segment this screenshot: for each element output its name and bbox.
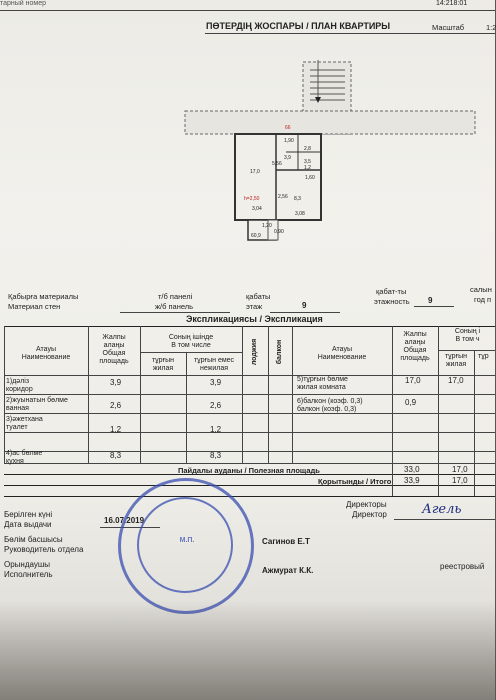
wall-value-kz: т/б панелі xyxy=(158,292,193,301)
wall-material-kz: Қабырға материалы xyxy=(8,292,79,301)
row-name: 6)балкон (коэф. 0,3) балкон (коэф. 0,3) xyxy=(297,398,363,413)
seal-text: М.П. xyxy=(179,537,195,544)
header-total2: Жалпы алаңы Общая площадь xyxy=(400,331,430,362)
seal-inner-ring xyxy=(137,497,233,593)
storeys-kz: қабат-ты xyxy=(376,287,407,296)
header-incl2: Соның і В том ч xyxy=(454,328,481,343)
plan-dim-13: 3,08 xyxy=(295,211,305,217)
official-seal xyxy=(118,478,254,614)
plan-dim-5: 5,56 xyxy=(272,161,282,167)
year-kz: салын xyxy=(470,285,492,294)
page-title: ПӨТЕРДІҢ ЖОСПАРЫ / ПЛАН КВАРТИРЫ xyxy=(206,21,391,31)
useful-area-living: 17,0 xyxy=(452,465,468,474)
useful-area-label: Пайдалы ауданы / Полезная площадь xyxy=(178,466,320,475)
row-total: 1,2 xyxy=(110,425,122,434)
explication-title: Экспликациясы / Экспликация xyxy=(186,314,323,324)
header-balcony: балкон xyxy=(276,339,283,365)
table-top-rule xyxy=(4,326,495,327)
header-loggia: лоджия xyxy=(251,338,258,366)
header-total: Жалпы алаңы Общая площадь xyxy=(99,334,129,365)
plan-dim-14: 1,20 xyxy=(262,223,272,229)
issued-date: 16.07.2019 xyxy=(104,516,145,525)
photo-shadow xyxy=(0,600,495,700)
header-nonliving2: тұр xyxy=(478,353,489,360)
director-kz: Директоры xyxy=(346,500,387,509)
row-total: 3,9 xyxy=(110,378,122,387)
total-label: Қорытынды / Итого xyxy=(318,477,392,486)
wall-material-ru: Материал стен xyxy=(8,302,61,311)
scale-value: 1:2 xyxy=(486,23,496,32)
floor-plan xyxy=(0,40,495,260)
storeys-rule xyxy=(414,306,454,307)
head-kz: Бөлім басшысы xyxy=(4,535,63,544)
row-total: 2,6 xyxy=(110,401,122,410)
plan-dim-9: h=2,50 xyxy=(244,196,260,202)
plan-dim-4: 3,5 xyxy=(304,159,311,165)
row-total: 8,3 xyxy=(110,451,122,460)
row-total: 17,0 xyxy=(405,376,421,385)
plan-dim-12: 2,56 xyxy=(278,194,288,200)
issued-kz: Берілген күні xyxy=(4,510,53,519)
plan-balcony-label: 66 xyxy=(285,125,291,131)
floor-ru: этаж xyxy=(246,302,263,311)
col-rule-5 xyxy=(268,326,269,463)
issued-ru: Дата выдачи xyxy=(4,520,52,529)
header-living: тұрғын жилая xyxy=(151,357,175,372)
row-living: 17,0 xyxy=(448,376,464,385)
year-ru: год п xyxy=(474,295,492,304)
incl2-sub-rule xyxy=(438,350,495,351)
plan-dim-10: 8,3 xyxy=(294,196,301,202)
exec-ru: Исполнитель xyxy=(4,570,53,579)
col-rule-9 xyxy=(474,350,475,496)
storeys-ru: этажность xyxy=(374,297,410,306)
row-nonliving: 1,2 xyxy=(210,425,222,434)
header-name: Атауы Наименование xyxy=(21,346,71,361)
table-bottom-rule xyxy=(4,496,495,497)
director-rule xyxy=(394,519,495,520)
header-nonliving: тұрғын емес нежилая xyxy=(193,357,235,372)
floor-value: 9 xyxy=(302,301,307,310)
wall-rule xyxy=(120,312,230,313)
header-incl: Соның ішінде В том числе xyxy=(168,334,214,349)
row-name: 1)дәліз коридор xyxy=(6,378,33,393)
plan-dim-1: 1,90 xyxy=(284,138,294,144)
table-row-rule-1 xyxy=(4,394,495,395)
total-living: 17,0 xyxy=(452,476,468,485)
table-header-rule xyxy=(4,375,495,376)
row-name: 3)әжетхана туалет xyxy=(6,416,43,431)
top-rule xyxy=(0,10,495,11)
top-label: тарный номер xyxy=(0,0,47,7)
plan-dim-15: 0,90 xyxy=(274,229,284,235)
header-living2: тұрғын жилая xyxy=(444,353,468,368)
exec-kz: Орындаушы xyxy=(4,560,51,569)
useful-area-total: 33,0 xyxy=(404,465,420,474)
plan-dim-8: 1,60 xyxy=(305,175,315,181)
row-nonliving: 8,3 xyxy=(210,451,222,460)
cadastral-number: 14:218:01 xyxy=(436,0,468,7)
row-name: 5)тұрғын бөлме жилая комната xyxy=(297,376,348,391)
director-ru: Директор xyxy=(352,510,387,519)
table-row-rule-3 xyxy=(4,432,495,433)
register-label: реестровый xyxy=(440,562,485,571)
plan-dim-11: 3,04 xyxy=(252,206,262,212)
storeys-value: 9 xyxy=(428,296,433,305)
plan-dim-7: 17,0 xyxy=(250,169,260,175)
floor-kz: қабаты xyxy=(246,292,271,301)
plan-dim-6: 1,2 xyxy=(304,165,311,171)
scale-label: Масштаб xyxy=(432,23,465,32)
col-rule-8 xyxy=(438,326,439,496)
incl-sub-rule xyxy=(140,352,242,353)
row-nonliving: 2,6 xyxy=(210,401,222,410)
table-total-rule xyxy=(4,485,495,486)
plan-dim-16: 60,9 xyxy=(251,233,261,239)
plan-dim-2: 3,9 xyxy=(284,155,291,161)
title-rule xyxy=(205,33,495,34)
total-area: 33,9 xyxy=(404,476,420,485)
row-total: 0,9 xyxy=(405,398,417,407)
wall-value-ru: ж/б панель xyxy=(155,302,194,311)
director-signature: Агель xyxy=(422,502,462,517)
table-row-rule-2 xyxy=(4,413,495,414)
row-name: 2)жуынатын бөлме ванная xyxy=(6,397,68,412)
floor-rule xyxy=(270,312,340,313)
exec-name: Ажмурат К.К. xyxy=(262,566,314,575)
header-name2: Атауы Наименование xyxy=(317,346,367,361)
row-name: 4)ас бөлме кухня xyxy=(6,450,43,465)
plan-dim-3: 2,8 xyxy=(304,146,311,152)
row-nonliving: 3,9 xyxy=(210,378,222,387)
col-rule-4 xyxy=(242,326,243,463)
head-ru: Руководитель отдела xyxy=(4,545,84,554)
head-name: Сагинов Е.Т xyxy=(262,537,310,546)
